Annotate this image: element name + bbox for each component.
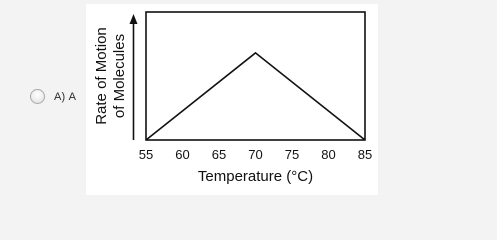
answer-option-value: A [68, 90, 77, 103]
x-tick-label-85: 85 [357, 147, 373, 162]
x-tick-label-65: 65 [211, 147, 227, 162]
x-tick-label-70: 70 [248, 147, 263, 162]
x-tick-label-75: 75 [284, 147, 300, 162]
plot-frame [146, 12, 365, 140]
x-tick-label-55: 55 [138, 147, 154, 162]
rate-of-motion-line [146, 53, 365, 140]
y-axis-title-line-1: Rate of Motion [93, 27, 110, 125]
answer-option-letter: A) [54, 90, 66, 103]
x-axis-title: Temperature (°C) [197, 168, 314, 185]
y-axis-arrow [130, 14, 138, 140]
x-tick-labels [139, 147, 372, 162]
x-tick-label-60: 60 [175, 147, 190, 162]
y-axis-title-line-2: of Molecules [111, 33, 128, 119]
x-tick-label-80: 80 [321, 147, 336, 162]
